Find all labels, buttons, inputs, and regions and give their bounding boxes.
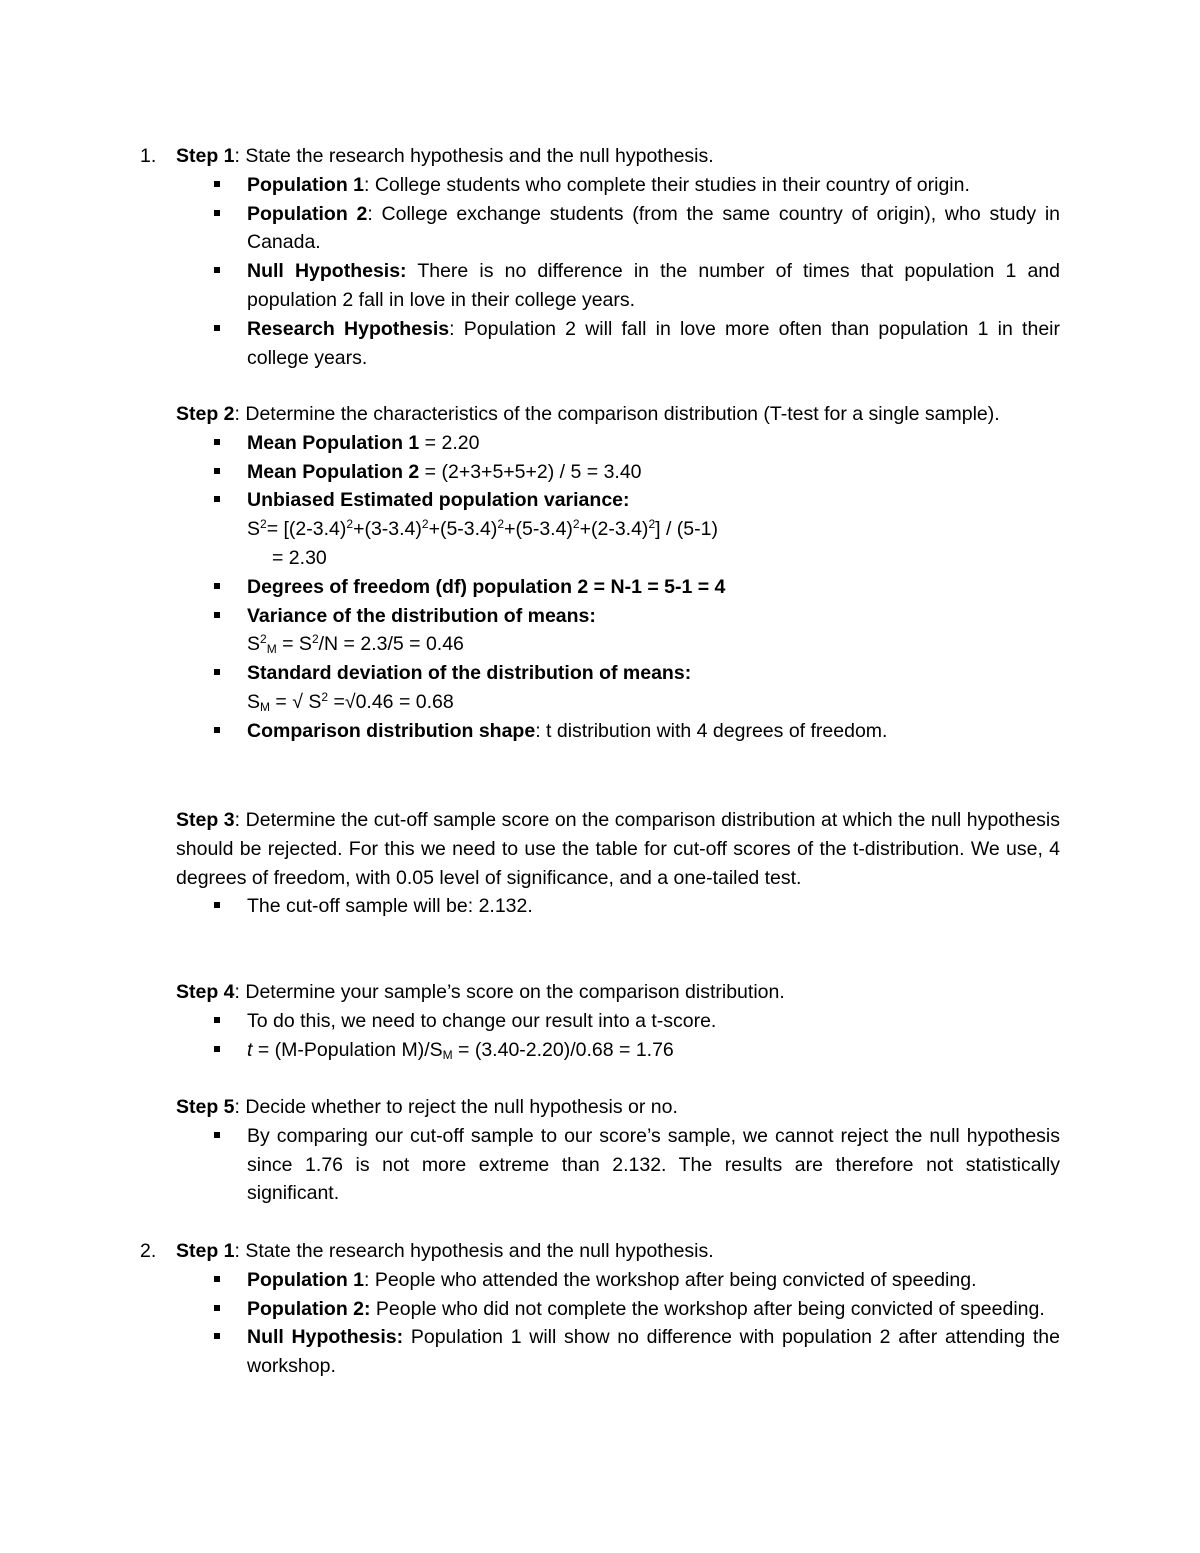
step-label: Step 1 (176, 145, 235, 167)
formula-part: 2 (260, 517, 267, 532)
item-label: Population 1 (247, 173, 364, 196)
list-item: To do this, we need to change our result into a t-score. (176, 1007, 1060, 1036)
step-text: : State the research hypothesis and the null hypothesis. (234, 145, 714, 167)
step-heading (176, 142, 1060, 171)
item-label: Mean Population 2 (247, 460, 420, 483)
variance-formula (176, 515, 1060, 544)
q1-step3 (176, 806, 1060, 921)
formula-part: =√0.46 = 0.68 (328, 690, 454, 713)
item-label: Comparison distribution shape (247, 719, 536, 742)
q1-step1 (176, 142, 1060, 372)
item-label: Population 2 (247, 202, 368, 225)
list-item (176, 257, 1060, 315)
step-heading (176, 1093, 1060, 1122)
list-item (176, 200, 1060, 258)
item-text: : People who attended the workshop after being convicted of speeding. (364, 1268, 977, 1291)
step-text: : Determine your sample’s score on the comparison distribution. (234, 981, 785, 1003)
formula-part: +(2-3.4) (579, 518, 649, 541)
formula-part: t (247, 1038, 253, 1061)
formula-part: 2 (572, 517, 580, 532)
item-text: : t distribution with 4 degrees of freedom. (535, 719, 888, 742)
item-text: : College students who complete their studies in their country of origin. (364, 173, 970, 196)
item-label: Population 2: (247, 1297, 371, 1320)
list-item (176, 1036, 1060, 1065)
list-item (176, 486, 1060, 515)
step-text: : State the research hypothesis and the null hypothesis. (234, 1240, 714, 1262)
list-item (176, 659, 1060, 688)
vdm-formula (176, 630, 1060, 659)
step-text: : Decide whether to reject the null hypothesis or no. (234, 1096, 678, 1118)
variance-result: = 2.30 (272, 546, 327, 569)
list-item (176, 573, 1060, 602)
formula-part: = √ S (270, 690, 322, 713)
formula-part: S (247, 633, 261, 656)
formula-part: 2 (497, 517, 505, 532)
step-label: Step 2 (176, 403, 235, 425)
step-label: Step 1 (176, 1240, 235, 1262)
list-item (176, 1323, 1060, 1381)
formula-part: = (3.40-2.20)/0.68 = 1.76 (452, 1038, 674, 1061)
formula-part: 2 (648, 517, 656, 532)
question-number: 2. (140, 1240, 157, 1262)
formula-part: +(5-3.4) (428, 518, 498, 541)
list-item (176, 429, 1060, 458)
formula-part: = (M-Population M)/S (252, 1038, 443, 1061)
formula-part: 2 (311, 632, 319, 647)
q2-step1 (176, 1237, 1060, 1381)
formula-part: 2 (321, 689, 329, 704)
formula-part: +(5-3.4) (504, 518, 573, 541)
step-label: Step 4 (176, 981, 235, 1003)
step-heading (176, 978, 1060, 1007)
item-label: Degrees of freedom (df) population 2 = N-1 = 5-1 = 4 (247, 575, 726, 598)
list-item (176, 1295, 1060, 1324)
list-item (176, 1266, 1060, 1295)
step-text: : Determine the characteristics of the comparison distribution (T-test for a single sample). (234, 403, 1000, 425)
formula-part: /N = 2.3/5 = 0.46 (318, 633, 464, 656)
list-item (176, 602, 1060, 631)
formula-part: S (247, 518, 261, 541)
list-item (176, 717, 1060, 746)
item-text: People who did not complete the workshop after being convicted of speeding. (370, 1297, 1045, 1320)
step-heading (176, 806, 1060, 892)
list-item (176, 315, 1060, 373)
item-label: Mean Population 1 (247, 431, 420, 454)
formula-part: M (266, 642, 277, 657)
item-text: = (2+3+5+5+2) / 5 = 3.40 (419, 460, 642, 483)
formula-part: 2 (260, 632, 267, 647)
formula-part: = [(2-3.4) (266, 518, 347, 541)
item-text: : College exchange students (from the same country of origin), who study in Canada. (247, 202, 1061, 254)
item-label: Null Hypothesis: (247, 260, 407, 283)
step-heading (176, 1237, 1060, 1266)
step-label: Step 3 (176, 809, 235, 831)
list-item (176, 171, 1060, 200)
question-number: 1. (140, 145, 157, 167)
formula-part: M (442, 1047, 453, 1062)
formula-part: = S (276, 633, 312, 656)
formula-part: 2 (346, 517, 354, 532)
q1-step5 (176, 1093, 1060, 1208)
step-heading (176, 400, 1060, 429)
step-label: Step 5 (176, 1096, 235, 1118)
item-label: Population 1 (247, 1268, 364, 1291)
formula-part: ] / (5-1) (655, 518, 718, 541)
item-label: Variance of the distribution of means: (247, 604, 596, 627)
item-text: Population 1 will show no difference with population 2 after attending the workshop. (247, 1326, 1060, 1378)
formula-part: S (247, 690, 261, 713)
item-text: There is no difference in the number of times that population 1 and population 2 fall in love in their college years. (247, 260, 1060, 311)
step-text: : Determine the cut-off sample score on the comparison distribution at which the null hypothesis should be rejected. For this we need to use the table for cut-off scores of the t-distribution. We use, 4 degrees of freedom, with 0.05 level of significance, and a one-tailed test. (176, 809, 1060, 889)
formula-part: 2 (421, 517, 429, 532)
item-label: Null Hypothesis: (247, 1326, 404, 1349)
list-item (176, 458, 1060, 487)
item-text: = 2.20 (419, 431, 480, 454)
item-label: Research Hypothesis (247, 317, 450, 340)
item-label: Standard deviation of the distribution of means: (247, 662, 692, 685)
item-text: : Population 2 will fall in love more often than population 1 in their college years. (247, 317, 1060, 369)
formula-part: M (260, 699, 271, 714)
list-item: By comparing our cut-off sample to our score’s sample, we cannot reject the null hypothesis since 1.76 is not more extreme than 2.132. The results are therefore not statistically significant. (176, 1122, 1060, 1208)
formula-part: +(3-3.4) (353, 518, 422, 541)
list-item: The cut-off sample will be: 2.132. (176, 892, 1060, 921)
q1-step4 (176, 978, 1060, 1064)
q1-step2 (176, 400, 1060, 746)
item-label: Unbiased Estimated population variance: (247, 489, 630, 512)
sdm-formula (176, 688, 1060, 717)
